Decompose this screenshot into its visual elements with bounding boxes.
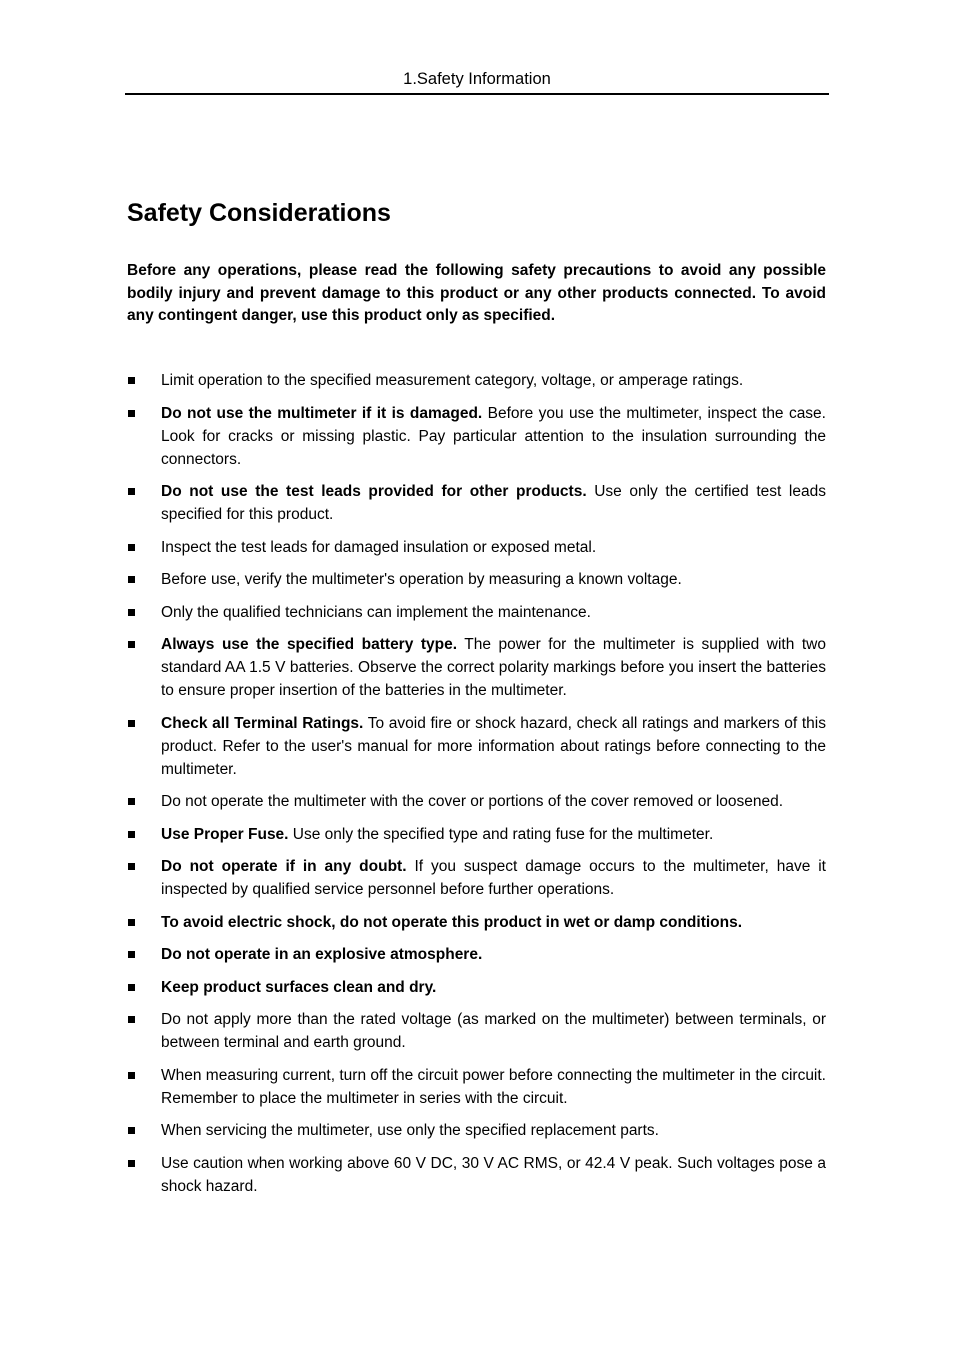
item-lead: Do not operate in an explosive atmosphere.: [161, 946, 483, 963]
item-text: Inspect the test leads for damaged insulation or exposed metal.: [161, 538, 597, 556]
list-item: [127, 536, 826, 559]
list-item: [127, 823, 826, 846]
item-text: Before you use the multimeter, inspect the case. Look for cracks or missing plastic. Pay particular attention to the insulation surrounding the connectors.: [161, 404, 826, 468]
item-text: If you suspect damage occurs to the multimeter, have it inspected by qualified service personnel before further operations.: [161, 858, 826, 898]
square-bullet-icon: [128, 798, 135, 805]
square-bullet-icon: [128, 641, 135, 648]
square-bullet-icon: [128, 377, 135, 384]
safety-list: [127, 369, 826, 1207]
item-text: When servicing the multimeter, use only the specified replacement parts.: [161, 1122, 659, 1139]
page-title: Safety Considerations: [127, 199, 391, 227]
square-bullet-icon: [128, 984, 135, 991]
item-text: To avoid fire or shock hazard, check all ratings and markers of this product. Refer to the user's manual for more information about ratings before connecting to the multimeter.: [161, 714, 826, 778]
square-bullet-icon: [128, 951, 135, 958]
intro-paragraph: Before any operations, please read the following safety precautions to avoid any possible bodily injury and prevent damage to this product or any other products connected. To avoid any contingent danger, use this product only as specified.: [127, 262, 826, 324]
square-bullet-icon: [128, 488, 135, 495]
square-bullet-icon: [128, 720, 135, 727]
item-lead: To avoid electric shock, do not operate this product in wet or damp conditions.: [161, 913, 743, 931]
item-lead: Do not use the test leads provided for other products.: [161, 483, 587, 500]
square-bullet-icon: [128, 831, 135, 838]
square-bullet-icon: [128, 410, 135, 417]
running-header: 1.Safety Information: [403, 70, 551, 88]
item-text: Use only the specified type and rating fuse for the multimeter.: [288, 825, 714, 843]
square-bullet-icon: [128, 863, 135, 870]
square-bullet-icon: [128, 919, 135, 926]
item-text: Use only the certified test leads specified for this product.: [161, 483, 826, 523]
list-item: [127, 1119, 826, 1142]
item-text: Do not apply more than the rated voltage (as marked on the multimeter) between terminals, or between terminal and earth ground.: [161, 1011, 826, 1051]
header-rule: [125, 93, 829, 95]
item-text: Only the qualified technicians can implement the maintenance.: [161, 603, 591, 621]
item-lead: Do not operate if in any doubt.: [161, 858, 407, 875]
list-item: [127, 480, 826, 526]
item-text: Limit operation to the specified measurement category, voltage, or amperage ratings.: [161, 372, 744, 389]
list-item: [127, 1008, 826, 1054]
item-lead: Do not use the multimeter if it is damaged.: [161, 404, 483, 422]
item-text: Use caution when working above 60 V DC, 30 V AC RMS, or 42.4 V peak. Such voltages pose a shock hazard.: [161, 1154, 826, 1195]
item-text: Before use, verify the multimeter's operation by measuring a known voltage.: [161, 571, 682, 588]
square-bullet-icon: [128, 1160, 135, 1167]
list-item: [127, 976, 826, 999]
list-item: [127, 911, 826, 934]
square-bullet-icon: [128, 609, 135, 616]
item-text: The power for the multimeter is supplied with two standard AA 1.5 V batteries. Observe the correct polarity markings before you insert the batteries to ensure proper insertion of the batteries in the multimeter.: [161, 636, 826, 699]
list-item: [127, 712, 826, 781]
item-lead: Keep product surfaces clean and dry.: [161, 978, 437, 996]
list-item: [127, 855, 826, 901]
square-bullet-icon: [128, 544, 135, 551]
list-item: [127, 601, 826, 624]
item-lead: Check all Terminal Ratings.: [161, 714, 364, 732]
list-item: [127, 1064, 826, 1110]
list-item: [127, 402, 826, 471]
square-bullet-icon: [128, 1127, 135, 1134]
item-lead: Use Proper Fuse.: [161, 825, 289, 843]
list-item: [127, 1152, 826, 1198]
list-item: [127, 369, 826, 392]
item-lead: Always use the specified battery type.: [161, 636, 458, 653]
list-item: [127, 943, 826, 966]
list-item: [127, 568, 826, 591]
square-bullet-icon: [128, 576, 135, 583]
square-bullet-icon: [128, 1016, 135, 1023]
item-text: When measuring current, turn off the circuit power before connecting the multimeter in the circuit. Remember to place the multimeter in series with the circuit.: [161, 1066, 826, 1107]
square-bullet-icon: [128, 1072, 135, 1079]
item-text: Do not operate the multimeter with the cover or portions of the cover removed or loosened.: [161, 793, 784, 810]
list-item: [127, 790, 826, 813]
list-item: [127, 633, 826, 702]
